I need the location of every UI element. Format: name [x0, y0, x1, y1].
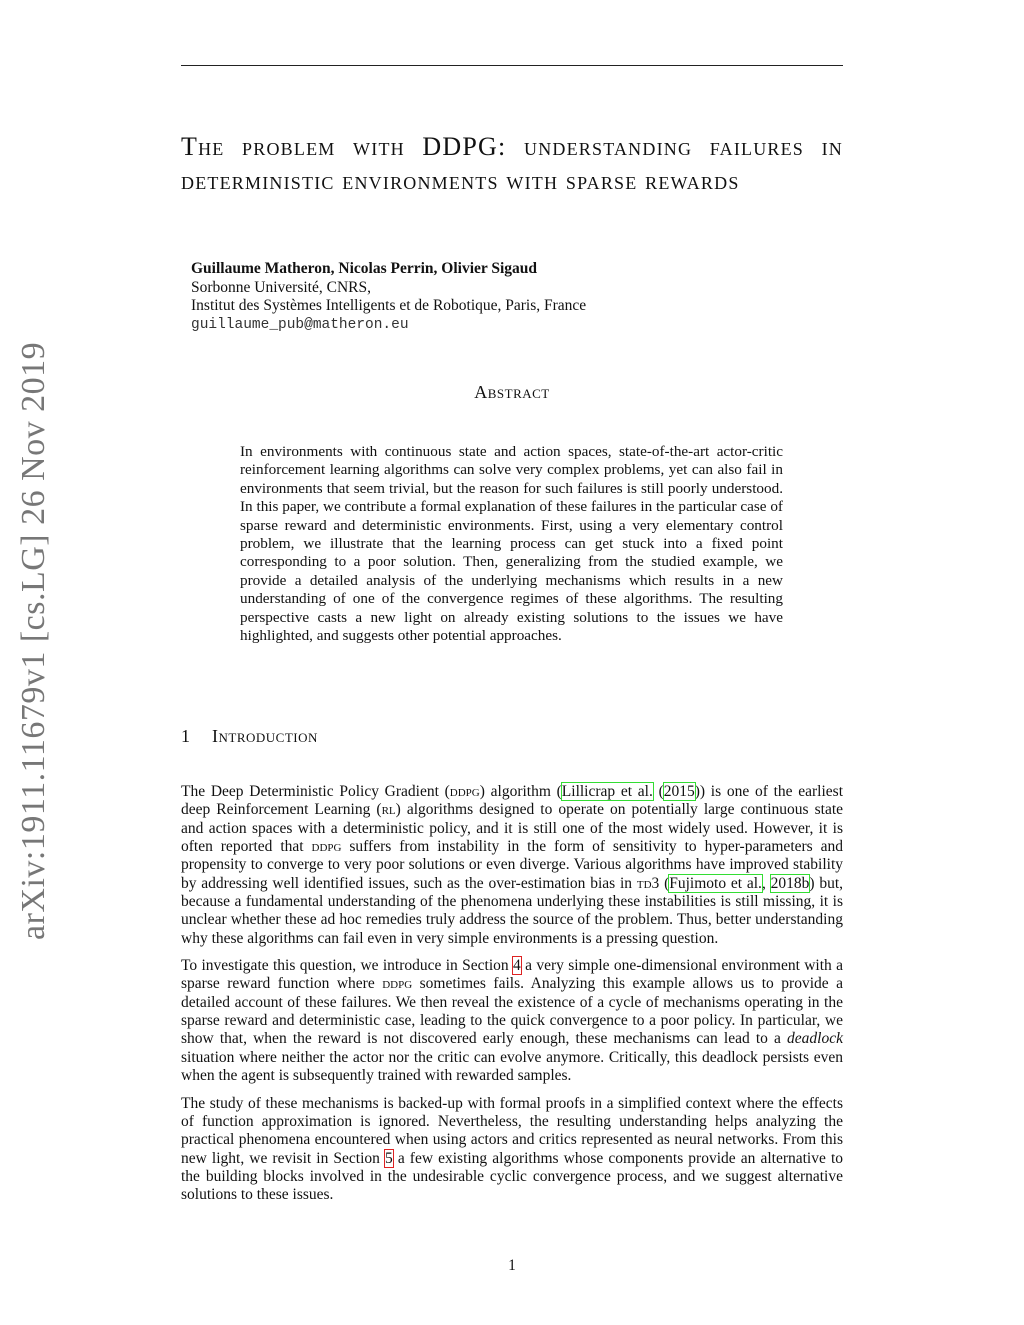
citation-link[interactable]: Fujimoto et al. — [669, 874, 762, 892]
page-number: 1 — [508, 1257, 516, 1274]
acronym: ddpg — [382, 975, 413, 993]
citation-year-link[interactable]: 2015 — [663, 783, 695, 800]
abstract-heading: Abstract — [474, 382, 550, 402]
arxiv-stamp: arXiv:1911.11679v1 [cs.LG] 26 Nov 2019 — [15, 341, 52, 940]
paragraph-1 — [181, 783, 843, 948]
section-title: Introduction — [212, 726, 318, 746]
acronym: ddpg — [449, 783, 480, 800]
text: a very simple one-dimensional environment with a sparse reward function where — [181, 957, 843, 993]
section-ref-link[interactable]: 5 — [384, 1149, 393, 1167]
citation-link[interactable]: Lillicrap et al. — [561, 783, 653, 800]
author-email[interactable]: guillaume_pub@matheron.eu — [191, 316, 409, 333]
text: ) algorithms designed to operate on potentially large continuous state and action spaces with a deterministic policy, and it is still one of the most widely used. However, it is often reported that — [181, 801, 844, 856]
author-block — [191, 260, 586, 334]
section-heading — [181, 726, 318, 747]
paragraph-2 — [181, 957, 843, 1085]
acronym: rl — [381, 801, 396, 819]
body-text — [181, 783, 843, 1214]
text: ( — [652, 783, 664, 800]
text: sometimes fails. Analyzing this example allows us to provide a detailed account of these failures. We then reveal the existence of a cycle of mechanisms operating in the sparse reward and deterministic case, leading to the quick convergence to a poor policy. In particular, we show that, when the reward is not discovered early enough, these mechanisms can lead to a — [181, 975, 843, 1048]
citation-year-link[interactable]: 2018b — [770, 874, 810, 892]
text: ) but, because a fundamental understanding of the phenomena underlying these instabilities is still missing, it is unclear whether these ad hoc remedies truly address the source of the problem. Thus, better understanding why these algorithms can fail even in very simple environments is a pressing question. — [181, 874, 844, 947]
section-number: 1 — [181, 726, 191, 746]
text: a few existing algorithms whose components provide an alternative to the building blocks involved in the undesirable cyclic convergence process, and we suggest alternative solutions to these issues. — [181, 1149, 843, 1204]
text: situation where neither the actor nor the critic can evolve anymore. Critically, this deadlock persists even when the agent is subsequently trained with rewarded samples. — [181, 1048, 843, 1085]
paper-title: The problem with DDPG: understanding failures in deterministic environments with sparse rewards — [181, 132, 843, 195]
text: )) is one of the earliest deep Reinforcement Learning ( — [181, 783, 844, 819]
affiliation-2: Institut des Systèmes Intelligents et de Robotique, Paris, France — [191, 297, 587, 314]
top-rule — [181, 65, 843, 66]
paragraph-3 — [181, 1095, 843, 1205]
text: The Deep Deterministic Policy Gradient ( — [181, 783, 450, 800]
abstract-text: In environments with continuous state and action spaces, state-of-the-art actor-critic reinforcement learning algorithms can solve very complex problems, yet can also fail in environments that seem trivial, but the reason for such failures is still poorly understood. In this paper, we contribute a formal explanation of these failures in the particular case of sparse reward and deterministic environments. First, using a very elementary control problem, we illustrate that the learning process can get stuck into a fixed point corresponding to a poor solution. Then, generalizing from the studied example, we provide a detailed analysis of the underlying mechanisms which results in a new understanding of one of the convergence regimes of these algorithms. The resulting perspective casts a new light on already existing solutions to the issues we have highlighted, and suggests other potential approaches. — [240, 443, 783, 645]
section-ref-link[interactable]: 4 — [513, 957, 521, 975]
text: ( — [659, 874, 670, 892]
text: To investigate this question, we introduce in Section — [181, 957, 513, 975]
text: suffers from instability in the form of sensitivity to hyper-parameters and propensity to converge to very poor solutions or even diverge. Various algorithms have improved stability by addressing well identified issues, such as the over-estimation bias in — [181, 838, 843, 892]
acronym: td3 — [636, 874, 660, 892]
affiliation-1: Sorbonne Université, CNRS, — [191, 278, 371, 296]
text: , — [761, 874, 771, 892]
emphasis: deadlock — [787, 1030, 843, 1048]
author-names: Guillaume Matheron, Nicolas Perrin, Olivier Sigaud — [191, 260, 538, 277]
acronym: ddpg — [311, 838, 342, 856]
text: The study of these mechanisms is backed-up with formal proofs in a simplified context where the effects of function approximation is ignored. Nevertheless, the resulting understanding helps analyzing the practical phenomena encountered when using actors and critics represented as neural networks. From this new light, we revisit in Section — [181, 1094, 843, 1167]
text: ) algorithm ( — [479, 783, 562, 800]
